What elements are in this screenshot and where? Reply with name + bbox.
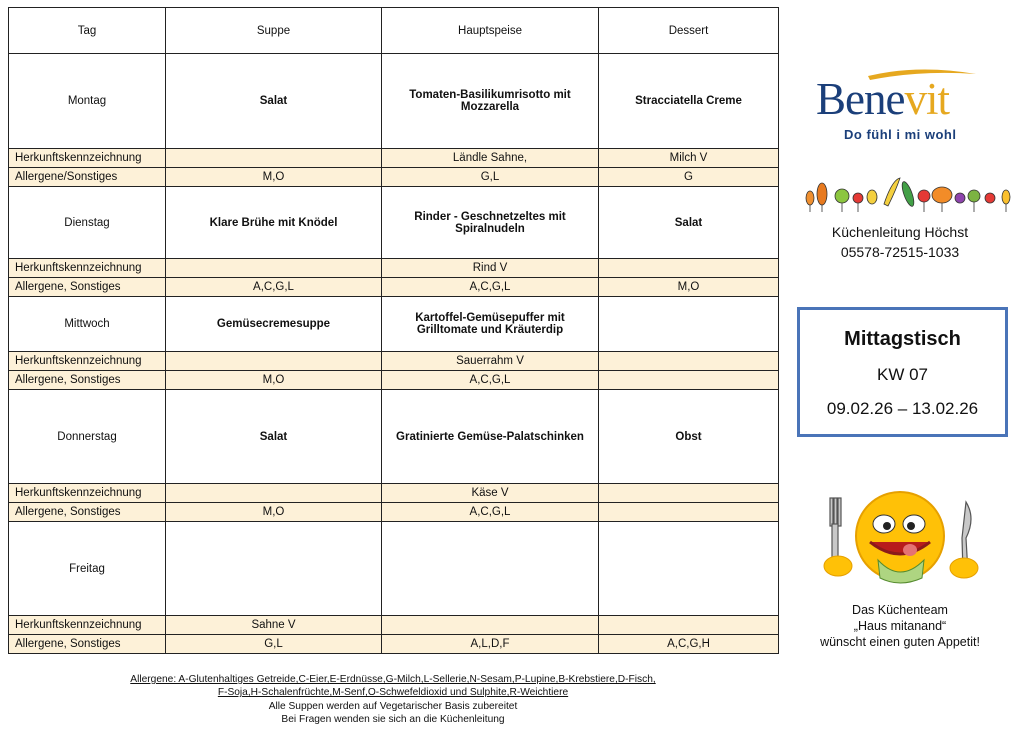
allergen-haupt: G,L: [382, 168, 599, 187]
herkunft-suppe: [166, 352, 382, 371]
herkunft-dessert: [599, 484, 779, 503]
herkunft-haupt: Sauerrahm V: [382, 352, 599, 371]
day-haupt: Kartoffel-Gemüsepuffer mit Grilltomate und Kräuterdip: [382, 297, 599, 352]
team-line1: Das Küchenteam: [852, 603, 948, 617]
herkunft-suppe: [166, 149, 382, 168]
box-week: KW 07: [876, 365, 929, 384]
herkunft-dessert: [599, 352, 779, 371]
herkunft-label: Herkunftskennzeichnung: [9, 484, 166, 503]
herkunft-suppe: [166, 484, 382, 503]
allergen-legend: [8, 673, 778, 726]
day-row-freitag: [9, 522, 779, 616]
day-dessert: Obst: [599, 390, 779, 484]
allergen-haupt: A,C,G,L: [382, 371, 599, 390]
logo-word-accent: vit: [904, 74, 949, 124]
day-dessert: [599, 522, 779, 616]
allergen-row: [9, 168, 779, 187]
herkunft-label: Herkunftskennzeichnung: [9, 259, 166, 278]
day-suppe: Salat: [166, 54, 382, 149]
herkunft-dessert: [599, 259, 779, 278]
allergen-row: [9, 635, 779, 654]
logo-wordmark: [816, 74, 949, 124]
day-suppe: Salat: [166, 390, 382, 484]
day-row-donnerstag: [9, 390, 779, 484]
allergen-suppe: M,O: [166, 168, 382, 187]
header-row: [9, 8, 779, 54]
allergen-suppe: A,C,G,L: [166, 278, 382, 297]
kitchen-contact: [800, 222, 1000, 262]
allergen-row: [9, 371, 779, 390]
day-suppe: Klare Brühe mit Knödel: [166, 187, 382, 259]
herkunft-suppe: Sahne V: [166, 616, 382, 635]
header-hauptspeise: Hauptspeise: [382, 8, 599, 54]
logo-tagline: Do fühl i mi wohl: [844, 127, 957, 142]
allergen-haupt: A,C,G,L: [382, 503, 599, 522]
day-haupt: Rinder - Geschnetzeltes mit Spiralnudeln: [382, 187, 599, 259]
day-suppe: [166, 522, 382, 616]
footer-note-soups: Alle Suppen werden auf Vegetarischer Basis zubereitet: [268, 700, 518, 712]
herkunft-dessert: [599, 616, 779, 635]
allergen-legend-line2: F-Soja,H-Schalenfrüchte,M-Senf,O-Schwefeldioxid und Sulphite,R-Weichtiere: [217, 687, 569, 699]
header-suppe: Suppe: [166, 8, 382, 54]
allergen-haupt: A,L,D,F: [382, 635, 599, 654]
herkunft-haupt: [382, 616, 599, 635]
menu-table: [8, 7, 779, 654]
team-line2: „Haus mitanand“: [853, 619, 947, 633]
allergen-label: Allergene, Sonstiges: [9, 503, 166, 522]
herkunft-suppe: [166, 259, 382, 278]
allergen-label: Allergene, Sonstiges: [9, 278, 166, 297]
herkunft-label: Herkunftskennzeichnung: [9, 352, 166, 371]
herkunft-label: Herkunftskennzeichnung: [9, 149, 166, 168]
allergen-suppe: M,O: [166, 371, 382, 390]
box-title: Mittagstisch: [844, 328, 961, 350]
day-row-montag: [9, 54, 779, 149]
day-name: Dienstag: [9, 187, 166, 259]
allergen-legend-line1: Allergene: A-Glutenhaltiges Getreide,C-Eier,E-Erdnüsse,G-Milch,L-Sellerie,N-Sesam,P-Lupine,B-Krebstiere,D-Fisch,: [130, 674, 656, 685]
day-haupt: Gratinierte Gemüse-Palatschinken: [382, 390, 599, 484]
benevit-logo: [808, 62, 988, 152]
day-name: Freitag: [9, 522, 166, 616]
mittagstisch-box: [797, 307, 1008, 437]
team-greeting: [795, 602, 1005, 650]
day-row-dienstag: [9, 187, 779, 259]
herkunft-dessert: Milch V: [599, 149, 779, 168]
box-dates: 09.02.26 – 13.02.26: [826, 399, 979, 418]
allergen-label: Allergene/Sonstiges: [9, 168, 166, 187]
day-name: Montag: [9, 54, 166, 149]
allergen-dessert: M,O: [599, 278, 779, 297]
header-tag: Tag: [9, 8, 166, 54]
allergen-row: [9, 278, 779, 297]
day-dessert: Stracciatella Creme: [599, 54, 779, 149]
allergen-suppe: G,L: [166, 635, 382, 654]
herkunft-row: [9, 259, 779, 278]
smiley-chef-icon: [808, 488, 993, 588]
day-name: Donnerstag: [9, 390, 166, 484]
herkunft-row: [9, 149, 779, 168]
herkunft-haupt: Ländle Sahne,: [382, 149, 599, 168]
day-suppe: Gemüsecremesuppe: [166, 297, 382, 352]
herkunft-label: Herkunftskennzeichnung: [9, 616, 166, 635]
allergen-label: Allergene, Sonstiges: [9, 371, 166, 390]
day-haupt: [382, 522, 599, 616]
herkunft-haupt: Rind V: [382, 259, 599, 278]
day-dessert: [599, 297, 779, 352]
allergen-suppe: M,O: [166, 503, 382, 522]
footer-note-questions: Bei Fragen wenden sie sich an die Küchenleitung: [281, 713, 505, 725]
allergen-dessert: [599, 371, 779, 390]
day-name: Mittwoch: [9, 297, 166, 352]
day-row-mittwoch: [9, 297, 779, 352]
vegetables-illustration-icon: [800, 170, 1020, 215]
allergen-haupt: A,C,G,L: [382, 278, 599, 297]
day-dessert: Salat: [599, 187, 779, 259]
allergen-dessert: A,C,G,H: [599, 635, 779, 654]
logo-word-main: Bene: [816, 74, 905, 124]
herkunft-row: [9, 484, 779, 503]
day-haupt: Tomaten-Basilikumrisotto mit Mozzarella: [382, 54, 599, 149]
allergen-dessert: G: [599, 168, 779, 187]
herkunft-haupt: Käse V: [382, 484, 599, 503]
herkunft-row: [9, 616, 779, 635]
allergen-dessert: [599, 503, 779, 522]
team-line3: wünscht einen guten Appetit!: [820, 635, 980, 649]
kitchen-lead: Küchenleitung Höchst: [831, 224, 969, 240]
kitchen-phone: 05578-72515-1033: [840, 244, 960, 260]
header-dessert: Dessert: [599, 8, 779, 54]
herkunft-row: [9, 352, 779, 371]
allergen-row: [9, 503, 779, 522]
allergen-label: Allergene, Sonstiges: [9, 635, 166, 654]
